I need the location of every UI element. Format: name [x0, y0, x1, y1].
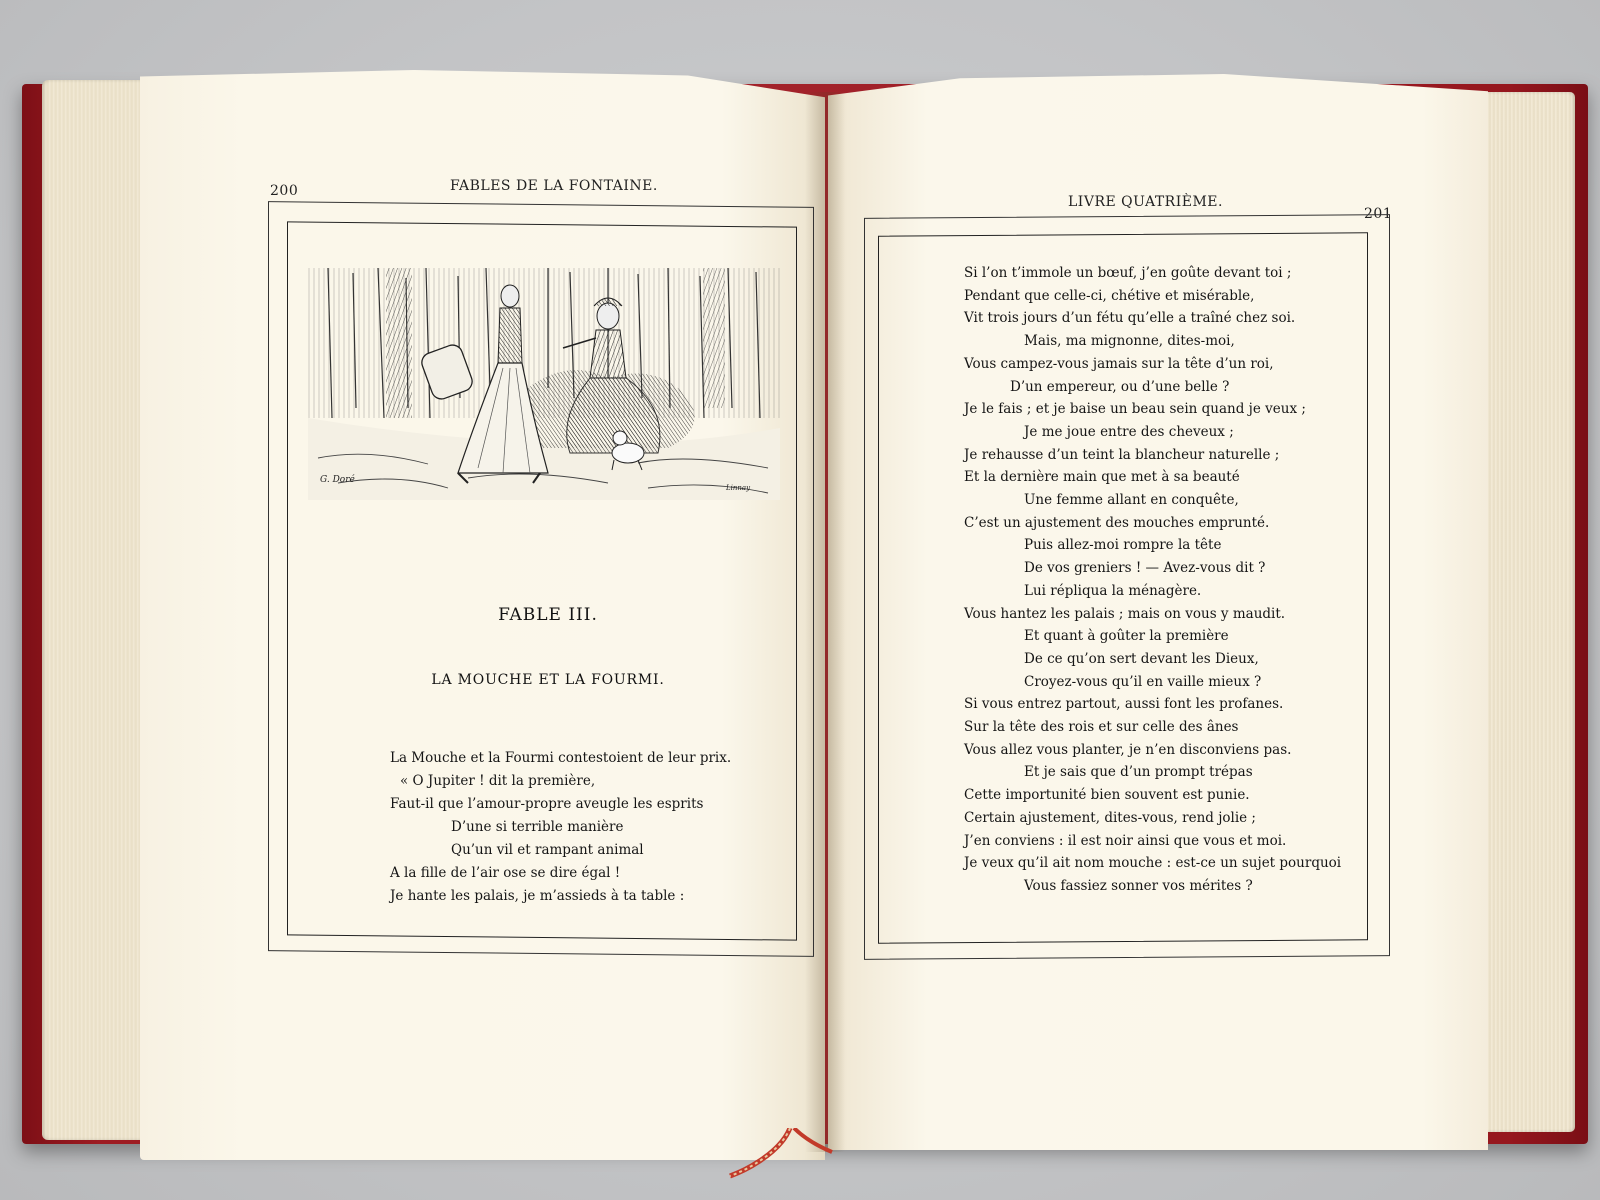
right-verse: Et la dernière main que met à sa beauté — [964, 469, 1240, 486]
left-verse: La Mouche et la Fourmi contestoient de leur prix. — [390, 750, 732, 766]
right-verse: C’est un ajustement des mouches emprunté. — [964, 514, 1270, 531]
ribbon-bookmark — [728, 1128, 848, 1180]
right-verse: Puis allez-moi rompre la tête — [1024, 537, 1222, 554]
right-verse: Je le fais ; et je baise un beau sein quand je veux ; — [964, 401, 1306, 418]
right-verse: Vous fassiez sonner vos mérites ? — [1024, 877, 1253, 894]
left-running-head: FABLES DE LA FONTAINE. — [450, 178, 658, 194]
left-page-number: 200 — [270, 183, 299, 199]
fable-number: FABLE III. — [498, 605, 598, 625]
left-verse: D’une si terrible manière — [451, 819, 624, 835]
right-verse: Lui répliqua la ménagère. — [1024, 582, 1202, 599]
engraving-svg — [308, 268, 780, 500]
right-verse: Certain ajustement, dites-vous, rend jolie ; — [964, 809, 1256, 826]
right-verse: Je me joue entre des cheveux ; — [1024, 423, 1234, 440]
left-verse: Qu’un vil et rampant animal — [451, 842, 644, 858]
right-verse: Cette importunité bien souvent est punie. — [964, 787, 1250, 804]
engraving-illustration — [308, 268, 780, 500]
right-verse: De vos greniers ! — Avez-vous dit ? — [1024, 560, 1266, 577]
right-verse: Sur la tête des rois et sur celle des ânes — [964, 719, 1239, 735]
right-verse: Et quant à goûter la première — [1024, 628, 1229, 645]
right-verse: J’en conviens : il est noir ainsi que vous et moi. — [964, 832, 1287, 849]
left-verse: Faut-il que l’amour-propre aveugle les esprits — [390, 796, 704, 812]
left-verse: A la fille de l’air ose se dire égal ! — [390, 865, 621, 881]
page-edges-left — [42, 80, 152, 1140]
right-verse: Si vous entrez partout, aussi font les profanes. — [964, 696, 1284, 713]
right-verse: Croyez-vous qu’il en vaille mieux ? — [1024, 673, 1262, 690]
right-verse: Vit trois jours d’un fétu qu’elle a traîné chez soi. — [964, 310, 1296, 327]
page-edges-right — [1480, 92, 1575, 1132]
right-verse: Une femme allant en conquête, — [1024, 492, 1239, 508]
right-running-head: LIVRE QUATRIÈME. — [1068, 194, 1223, 210]
right-verse: De ce qu’on sert devant les Dieux, — [1024, 650, 1259, 667]
right-verse: Et je sais que d’un prompt trépas — [1024, 764, 1253, 781]
right-verse: Pendant que celle-ci, chétive et misérable, — [964, 287, 1255, 304]
right-verse: Mais, ma mignonne, dites-moi, — [1024, 333, 1235, 350]
right-verse: Je veux qu’il ait nom mouche : est-ce un sujet pourquoi — [964, 855, 1342, 872]
engraving-signature-left: G. Doré — [320, 475, 355, 485]
left-verse: Je hante les palais, je m’assieds à ta table : — [390, 888, 685, 904]
right-verse: Si l’on t’immole un bœuf, j’en goûte devant toi ; — [964, 265, 1292, 281]
right-page-number: 201 — [1364, 206, 1393, 222]
fable-title: LA MOUCHE ET LA FOURMI. — [431, 672, 665, 688]
right-verse: Je rehausse d’un teint la blancheur naturelle ; — [964, 446, 1280, 463]
right-verse: Vous allez vous planter, je n’en disconviens pas. — [964, 741, 1292, 758]
right-verse: Vous hantez les palais ; mais on vous y maudit. — [964, 605, 1286, 622]
right-verse: Vous campez-vous jamais sur la tête d’un roi, — [964, 355, 1274, 372]
engraving-signature-right: Linnay — [726, 484, 751, 492]
left-verse: « O Jupiter ! dit la première, — [400, 773, 596, 789]
right-verse: D’un empereur, ou d’une belle ? — [1010, 378, 1230, 395]
